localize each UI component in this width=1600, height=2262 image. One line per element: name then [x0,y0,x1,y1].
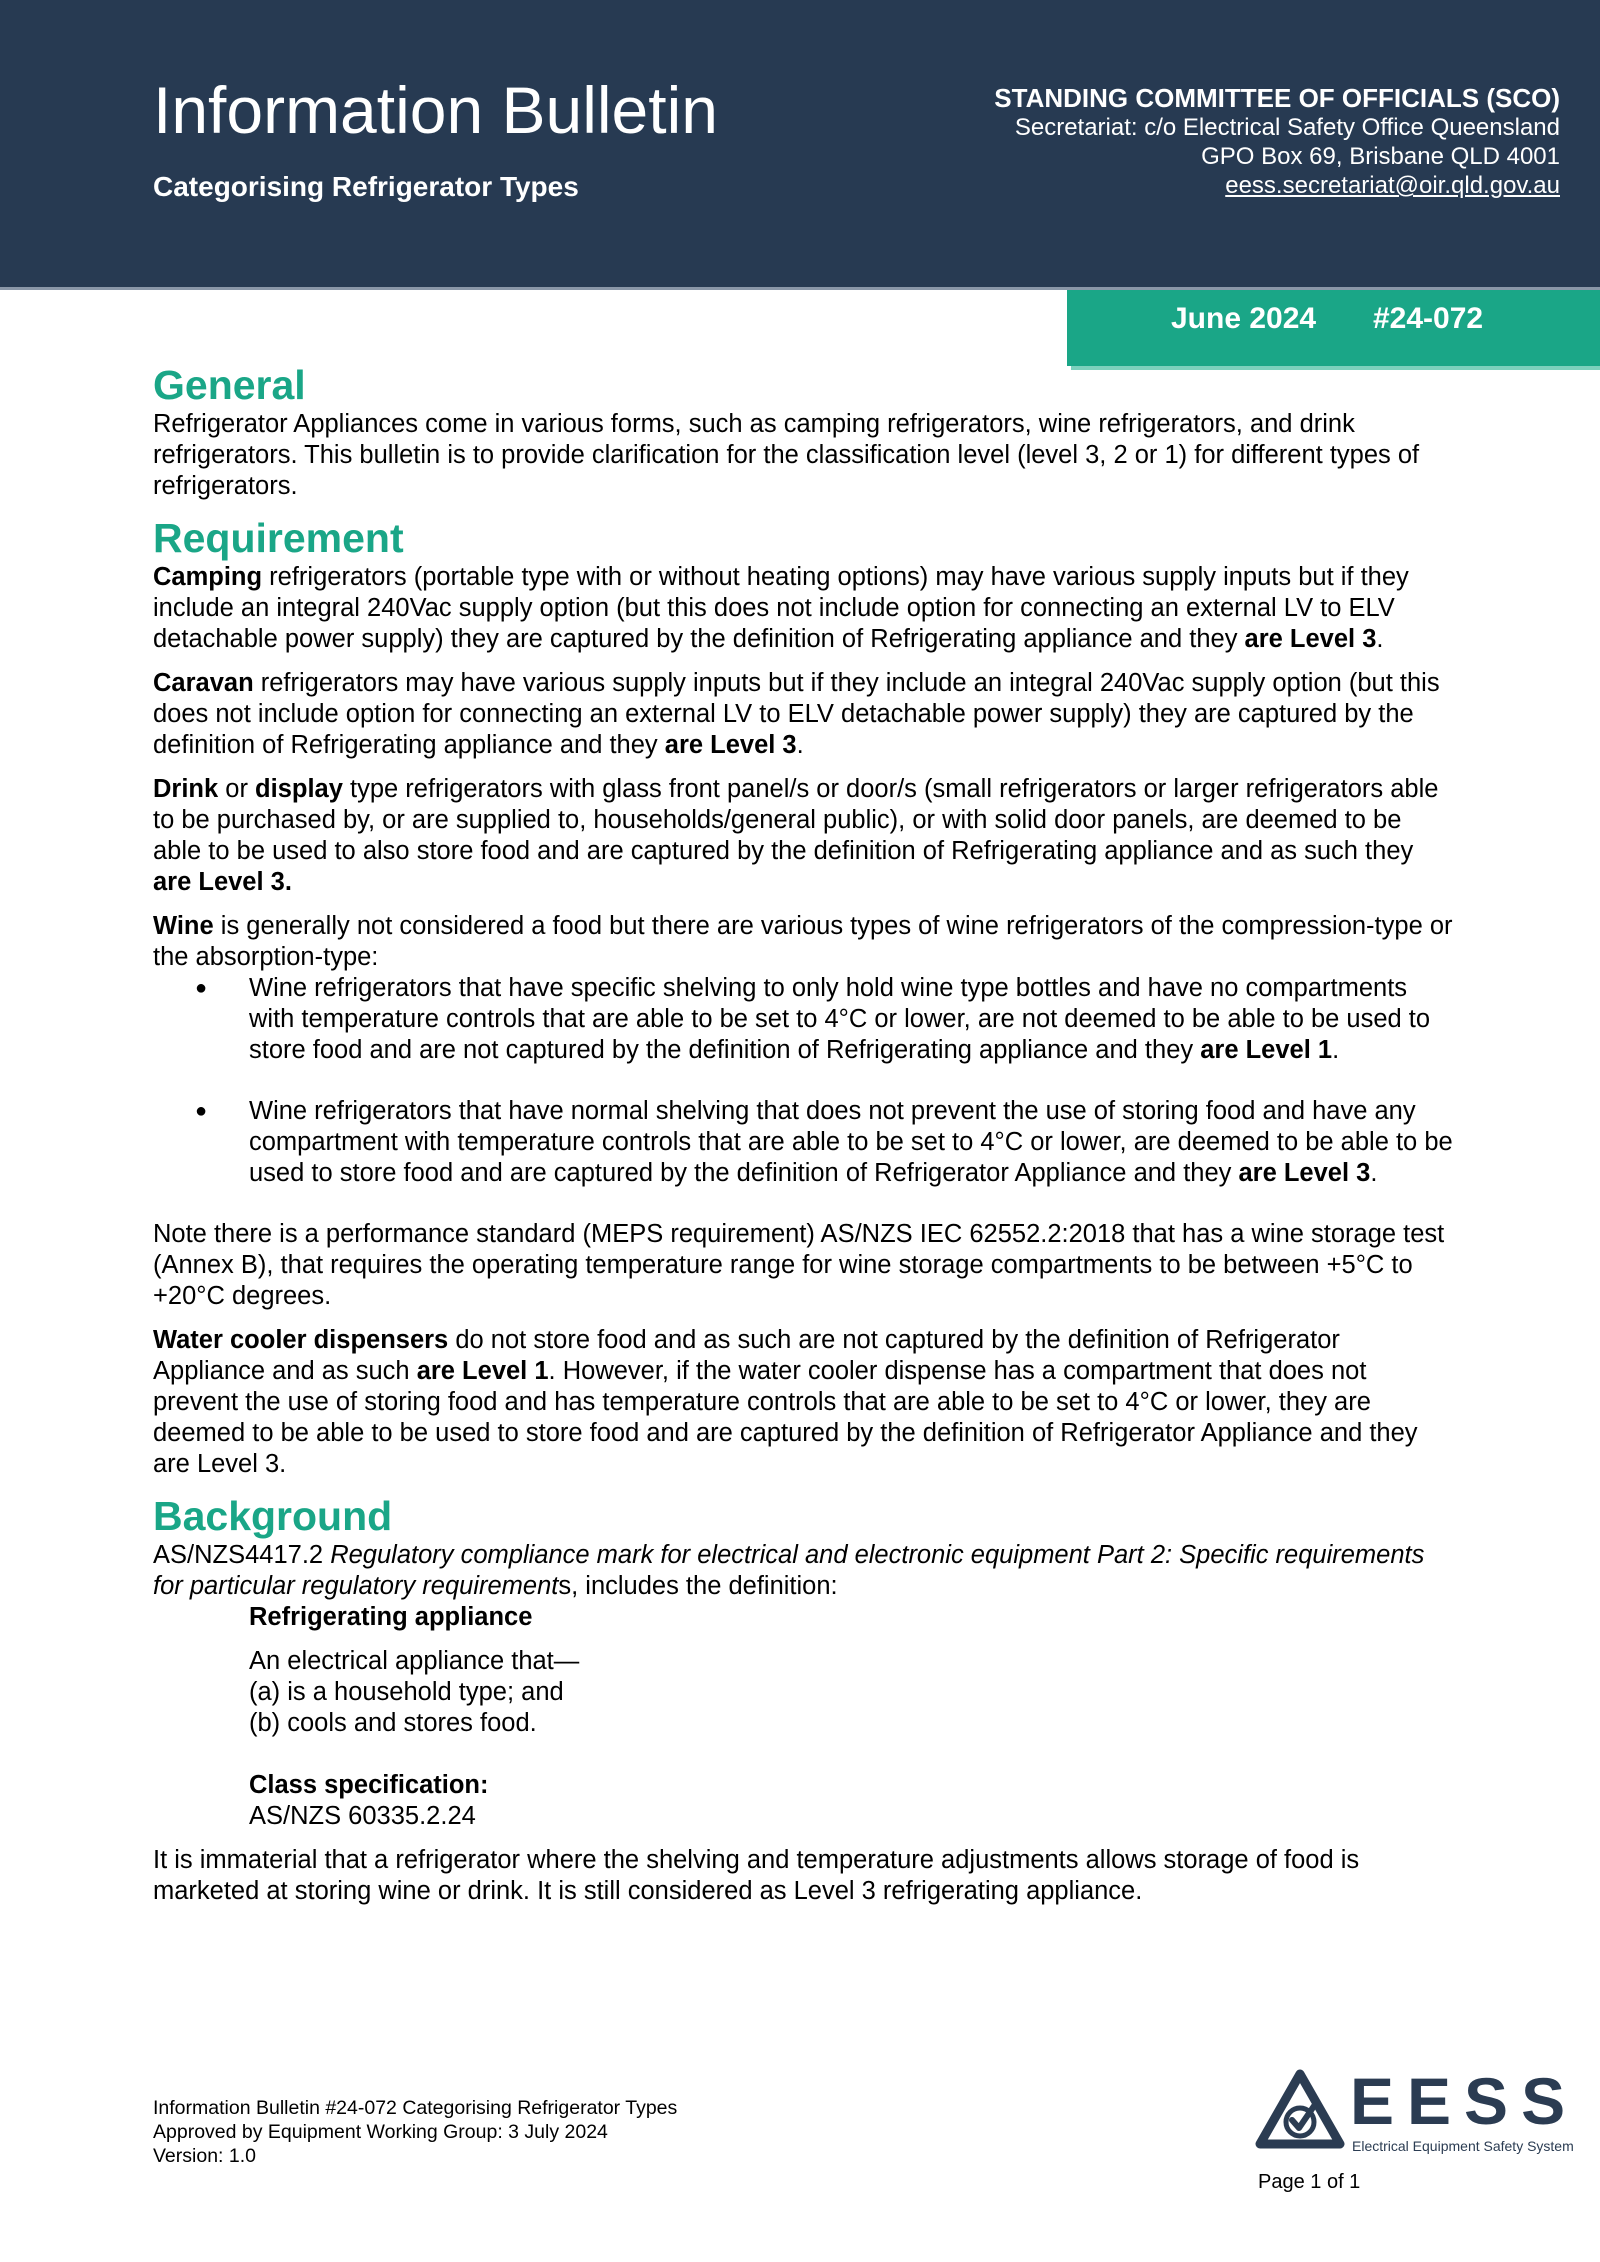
water-paragraph [153,1325,1453,1480]
standard-title: Regulatory compliance mark for electrical and electronic equipment Part 2: Specific requirements for particular regulatory requirement [153,1541,1425,1601]
class-spec-title: Class specification: [249,1771,489,1800]
bullet-icon: ● [195,977,208,1000]
wine-bullet-2-text: Wine refrigerators that have normal shelving that does not prevent the use of storing food and have any compartment with temperature controls that are able to be set to 4°C or lower, are deemed to be able to be used to store food and are captured by the definition of Refrigerator Appliance and they [249,1097,1453,1188]
wine-paragraph [153,911,1453,973]
definition-line-3: (b) cools and stores food. [249,1709,537,1738]
footer-line-1: Information Bulletin #24-072 Categorising Refrigerator Types [153,2097,678,2119]
definition-line-2: (a) is a household type; and [249,1678,564,1707]
standard-ref: AS/NZS4417.2 [153,1541,331,1570]
eess-logo [1250,2064,1579,2164]
wine-lead: Wine [153,912,214,941]
definition-title: Refrigerating appliance [249,1603,533,1632]
bulletin-date: June 2024 [1171,302,1317,335]
bullet-icon: ● [195,1100,208,1123]
footer-line-3: Version: 1.0 [153,2145,256,2167]
address-line: GPO Box 69, Brisbane QLD 4001 [1201,143,1560,170]
background-paragraph [153,1540,1453,1602]
camping-level: are Level 3 [1244,625,1377,654]
bulletin-number: #24-072 [1373,302,1484,335]
background-after: s, includes the definition: [558,1572,838,1601]
logo-subtext: Electrical Equipment Safety System [1352,2138,1574,2154]
wine-bullet-list [153,973,1453,1189]
wine-bullet-2-end: . [1370,1159,1378,1188]
caravan-lead: Caravan [153,669,254,698]
camping-end: . [1376,625,1384,654]
logo-text: EESS [1350,2064,1579,2138]
water-lead: Water cooler dispensers [153,1326,449,1355]
drink-paragraph [153,774,1453,898]
caravan-paragraph [153,668,1453,761]
wine-bullet-2-level: are Level 3 [1238,1159,1371,1188]
org-name: STANDING COMMITTEE OF OFFICIALS (SCO) [994,83,1560,113]
drink-mid: or [218,775,256,804]
definition-block [153,1602,1453,1832]
eess-tick-icon [1250,2066,1350,2156]
wine-bullet-1-text: Wine refrigerators that have specific shelving to only hold wine type bottles and have no compartments with temperature controls that are able to be set to 4°C or lower, are not deemed to be able to be used to store food and are not captured by the definition of Refrigerating appliance and they [249,974,1431,1065]
drink-level: are Level 3. [153,868,292,897]
header-banner [0,0,1600,290]
water-end: . However, if the water cooler dispense has a compartment that does not prevent the use of storing food and has temperature controls that are able to be set to 4°C or lower, they are deemed to be able to be used to store food and are captured by the definition of Refrigerator Appliance and they are Level 3. [153,1357,1418,1479]
general-paragraph: Refrigerator Appliances come in various forms, such as camping refrigerators, wine refrigerators, and drink refrigerators. This bulletin is to provide clarification for the classification level (level 3, 2 or 1) for different types of refrigerators. [153,410,1420,501]
page-subtitle: Categorising Refrigerator Types [153,171,579,202]
drink-text: type refrigerators with glass front panel/s or door/s (small refrigerators or larger refrigerators able to be purchased by, or are supplied to, households/general public), or with solid door panels, are deemed to be able to be used to also store food and are captured by the definition of Refrigerating appliance and as such they [153,775,1439,866]
camping-paragraph [153,562,1453,655]
caravan-text: refrigerators may have various supply inputs but if they include an integral 240Vac supply option (but this does not include option for connecting an external LV to ELV detachable power supply) they are captured by the definition of Refrigerating appliance and they [153,669,1440,760]
email-link[interactable]: eess.secretariat@oir.qld.gov.au [1225,172,1560,199]
heading-background: Background [153,1493,393,1540]
note-paragraph: Note there is a performance standard (MEPS requirement) AS/NZS IEC 62552.2:2018 that has a wine storage test (Annex B), that requires the operating temperature range for wine storage compartments to be between +5°C to +20°C degrees. [153,1220,1445,1311]
display-lead: display [255,775,343,804]
camping-lead: Camping [153,563,263,592]
wine-bullet-1-end: . [1332,1036,1340,1065]
heading-requirement: Requirement [153,515,404,562]
wine-bullet-1-level: are Level 1 [1200,1036,1333,1065]
list-item [153,973,1453,1066]
main-content [153,362,1453,1920]
definition-line-1: An electrical appliance that— [249,1647,580,1676]
drink-lead: Drink [153,775,219,804]
heading-general: General [153,362,306,408]
page-title: Information Bulletin [153,73,718,147]
caravan-level: are Level 3 [664,731,797,760]
water-level: are Level 1 [416,1357,549,1386]
footer [153,2096,677,2168]
closing-paragraph: It is immaterial that a refrigerator where the shelving and temperature adjustments allows storage of food is marketed at storing wine or drink. It is still considered as Level 3 refrigerating appliance. [153,1846,1360,1906]
class-spec-value: AS/NZS 60335.2.24 [249,1802,476,1831]
organisation-block [860,84,1560,200]
wine-text: is generally not considered a food but there are various types of wine refrigerators of the compression-type or the absorption-type: [153,912,1453,972]
secretariat-line: Secretariat: c/o Electrical Safety Office Queensland [1014,114,1560,141]
water-text: do not store food and as such are not captured by the definition of Refrigerator Appliance and as such [153,1326,1340,1386]
caravan-end: . [796,731,804,760]
date-band [1067,290,1600,366]
list-item [153,1096,1453,1189]
camping-text: refrigerators (portable type with or without heating options) may have various supply inputs but if they include an integral 240Vac supply option (but this does not include option for connecting an external LV to ELV detachable power supply) they are captured by the definition of Refrigerating appliance and they [153,563,1409,654]
footer-line-2: Approved by Equipment Working Group: 3 July 2024 [153,2121,608,2143]
page-number: Page 1 of 1 [1258,2171,1361,2193]
